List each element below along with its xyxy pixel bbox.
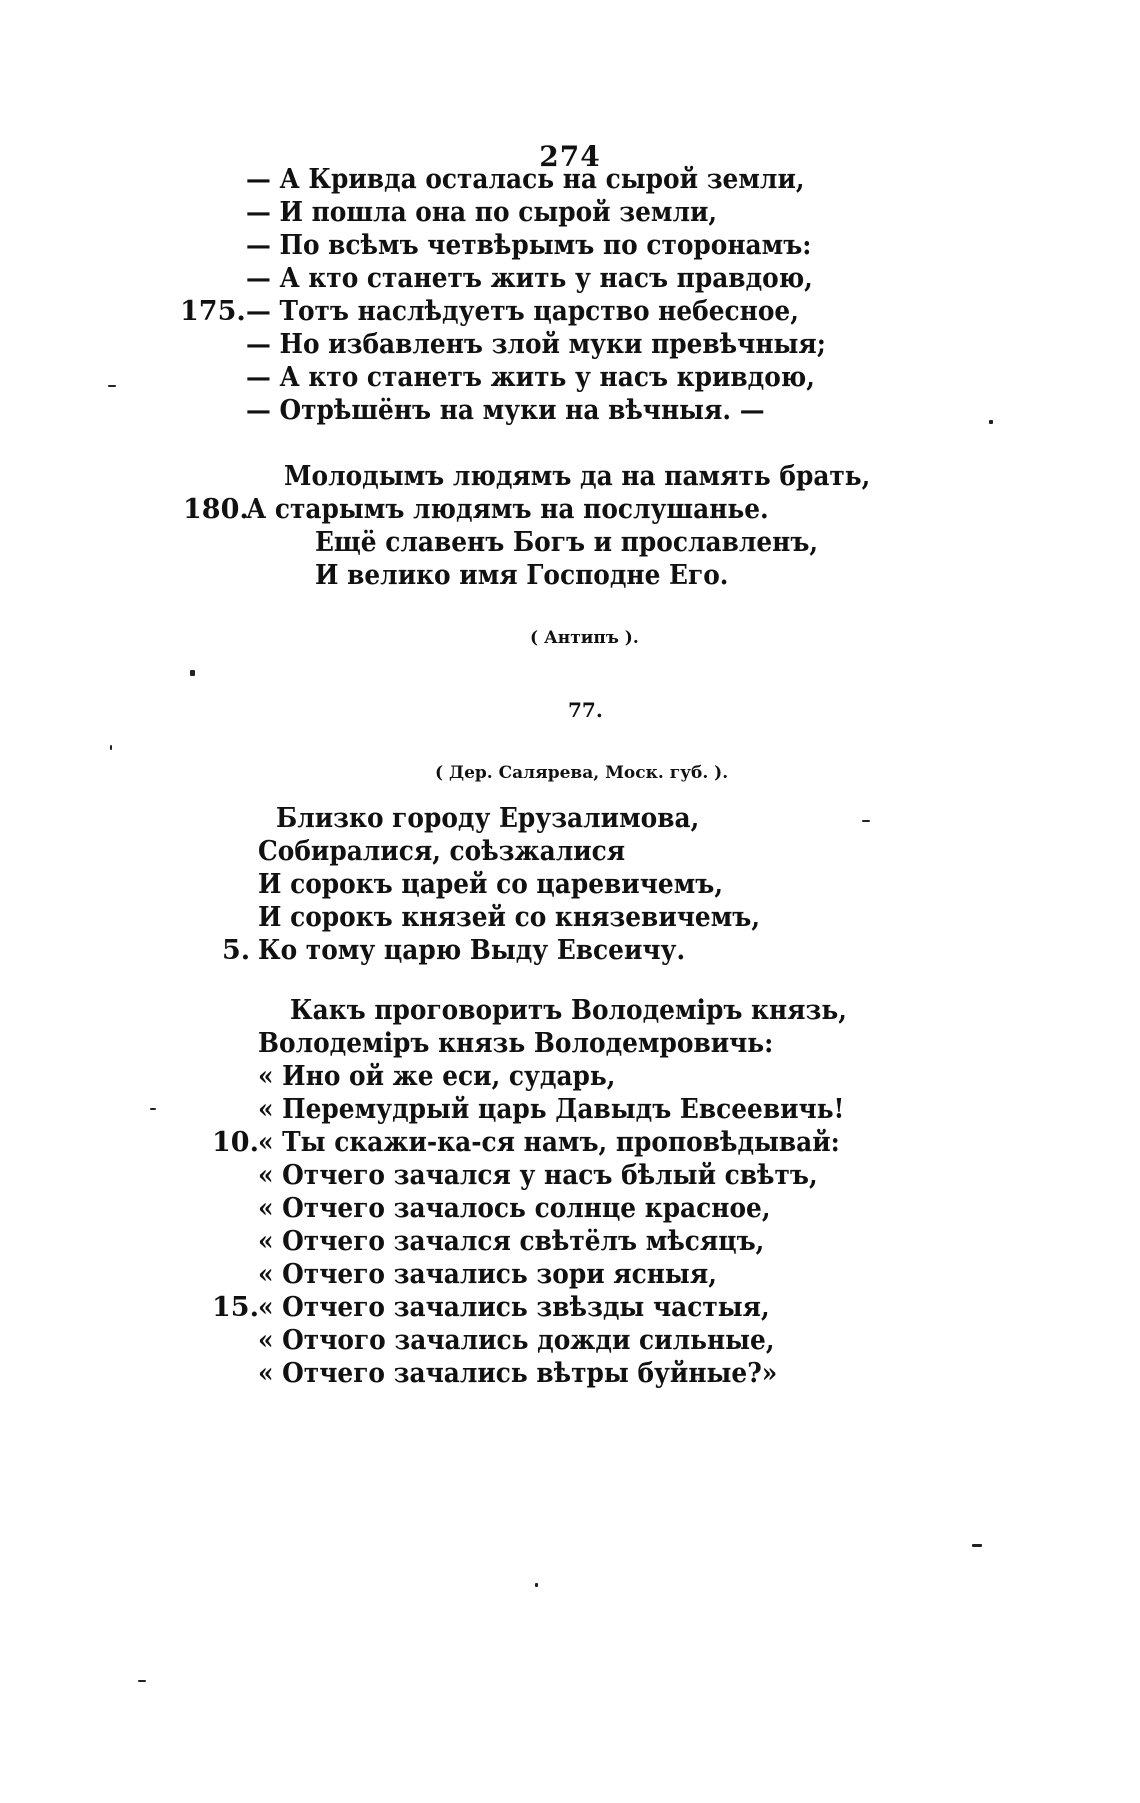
song-number: 77. <box>568 698 603 722</box>
verse-line: Близко городу Ерузалимова, <box>276 803 700 834</box>
verse-line: Какъ проговоритъ Володеміръ князь, <box>290 995 847 1026</box>
verse-line: — А кто станетъ жить у насъ кривдою, <box>246 362 815 393</box>
verse-line: « Ино ой же еси, сударь, <box>258 1061 616 1092</box>
verse-line: « Перемудрый царь Давыдъ Евсеевичь! <box>258 1094 845 1125</box>
verse-line: — Тотъ наслѣдуетъ царство небесное, <box>246 296 799 327</box>
verse-line: — По всѣмъ четвѣрымъ по сторонамъ: <box>246 230 812 261</box>
line-number: 180. <box>183 494 249 525</box>
line-number: 175. <box>180 296 246 327</box>
scan-speck <box>150 1108 156 1110</box>
verse-line: — Отрѣшёнъ на муки на вѣчныя. — <box>246 395 765 426</box>
verse-line: « Ты скажи-ка-ся намъ, проповѣдывай: <box>258 1127 840 1158</box>
scan-speck <box>972 1544 982 1547</box>
verse-line: Молодымъ людямъ да на память брать, <box>284 461 871 492</box>
verse-line: « Отчого зачались дожди сильные, <box>258 1325 775 1356</box>
scan-speck <box>108 385 116 387</box>
verse-line: « Отчего зачались зори ясныя, <box>258 1259 717 1290</box>
verse-line: Ко тому царю Выду Евсеичу. <box>258 935 686 966</box>
attribution: ( Антипъ ). <box>530 628 639 648</box>
verse-line: — А кто станетъ жить у насъ правдою, <box>246 263 813 294</box>
verse-line: « Отчего зачались вѣтры буйные?» <box>258 1358 778 1389</box>
verse-line: « Отчего зачалось солнце красное, <box>258 1193 771 1224</box>
line-number: 5. <box>222 935 251 966</box>
verse-line: И велико имя Господне Его. <box>315 560 729 591</box>
scan-speck <box>190 670 195 676</box>
scan-speck <box>535 1583 538 1587</box>
verse-line: А старымъ людямъ на послушанье. <box>246 494 769 525</box>
verse-line: « Отчего зачались звѣзды частыя, <box>258 1292 770 1323</box>
line-number: 15. <box>212 1292 259 1323</box>
page-number: 274 <box>539 140 601 173</box>
song-location: ( Дер. Салярева, Моск. губ. ). <box>435 763 729 783</box>
verse-line: — А Кривда осталась на сырой земли, <box>246 164 805 195</box>
verse-line: И сорокъ князей со князевичемъ, <box>258 902 761 933</box>
verse-line: — И пошла она по сырой земли, <box>246 197 718 228</box>
verse-line: И сорокъ царей со царевичемъ, <box>258 869 723 900</box>
verse-line: Ещё славенъ Богъ и прославленъ, <box>315 527 819 558</box>
verse-line: Собиралися, соѣзжалися <box>258 836 626 867</box>
verse-line: « Отчего зачался у насъ бѣлый свѣтъ, <box>258 1160 818 1191</box>
verse-line: — Но избавленъ злой муки превѣчныя; <box>246 329 826 360</box>
verse-line: « Отчего зачался свѣтёлъ мѣсяцъ, <box>258 1226 765 1257</box>
line-number: 10. <box>212 1127 259 1158</box>
scan-speck <box>138 1680 146 1682</box>
verse-line: Володеміръ князь Володемровичь: <box>258 1028 774 1059</box>
scan-speck <box>862 820 870 822</box>
scan-speck <box>110 745 112 750</box>
scan-speck <box>989 420 993 424</box>
